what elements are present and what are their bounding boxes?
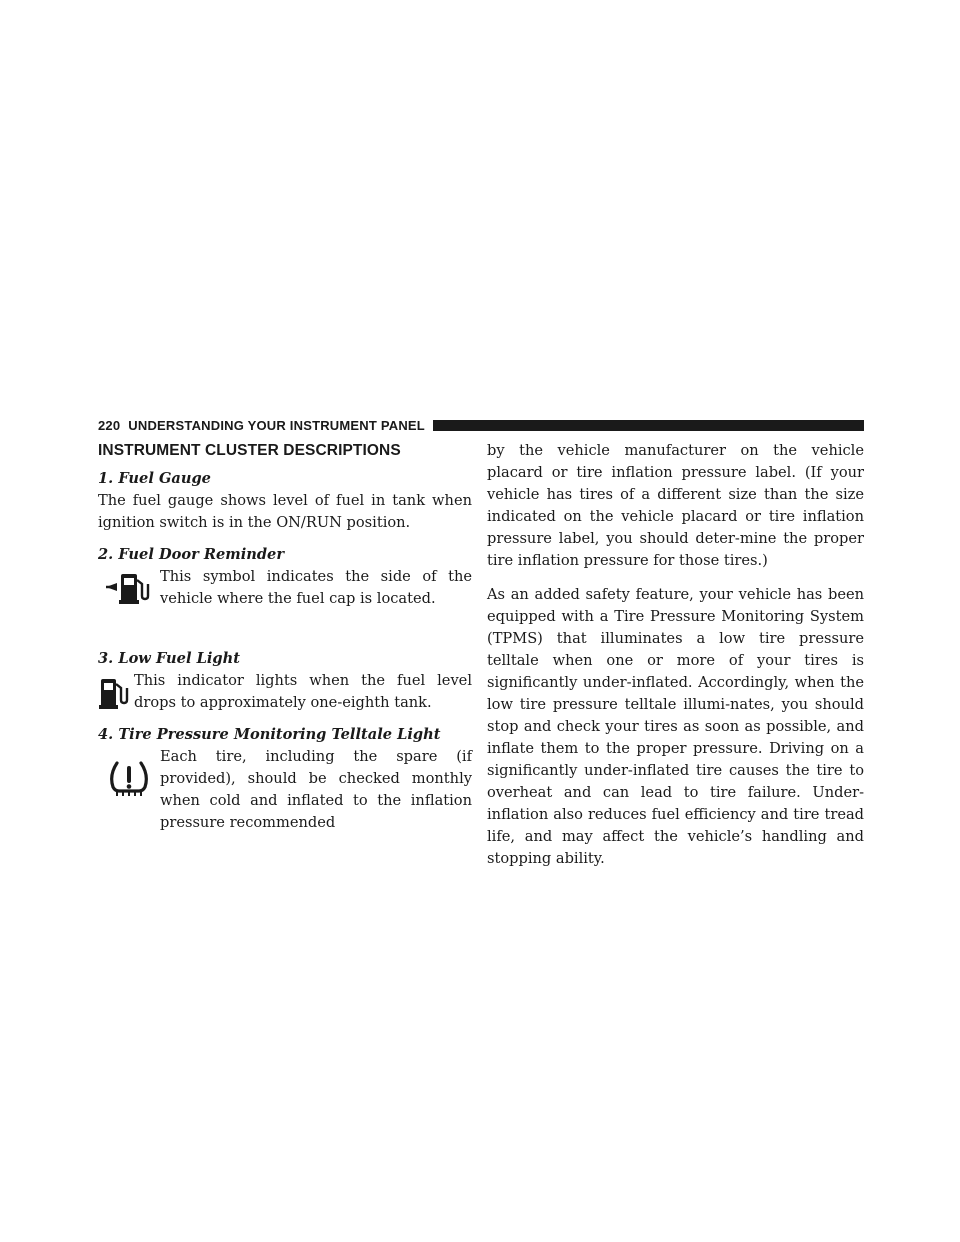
tire-label-paragraph: by the vehicle manufacturer on the vehicle placard or tire inflation pressure label. (If your vehicle has tires of a different size than the size indicated on the vehicle placard or tire inflation pressure label, you should deter-mine the proper tire inflation pressure for those tires.)	[487, 442, 864, 569]
chapter-title: UNDERSTANDING YOUR INSTRUMENT PANEL	[128, 417, 425, 433]
item-heading: 3. Low Fuel Light	[98, 650, 240, 667]
item-text: This symbol indicates the side of the vehicle where the fuel cap is located.	[160, 568, 472, 607]
item-heading: 4. Tire Pressure Monitoring Telltale Light	[98, 726, 441, 743]
low-fuel-icon	[98, 670, 134, 714]
item-text: The fuel gauge shows level of fuel in tank when ignition switch is in the ON/RUN position.	[98, 492, 472, 531]
right-column	[487, 440, 864, 882]
icon-row	[98, 670, 472, 714]
item-low-fuel-light	[98, 648, 472, 714]
icon-row	[98, 566, 472, 610]
left-column	[98, 440, 472, 844]
item-text: Each tire, including the spare (if provided), should be checked monthly when cold and inflated to the inflation pressure recommended	[160, 748, 472, 831]
header-rule	[433, 420, 864, 431]
item-fuel-gauge	[98, 468, 472, 534]
icon-row	[98, 746, 472, 834]
item-fuel-door-reminder	[98, 544, 472, 610]
page-header	[98, 416, 864, 434]
item-heading: 2. Fuel Door Reminder	[98, 546, 285, 563]
fuel-door-reminder-icon	[98, 566, 160, 610]
item-heading: 1. Fuel Gauge	[98, 470, 211, 487]
item-tire-pressure-telltale	[98, 724, 472, 834]
item-text: This indicator lights when the fuel level drops to approximately one-eighth tank.	[134, 672, 472, 711]
page-number: 220	[98, 417, 121, 433]
tpms-paragraph: As an added safety feature, your vehicle has been equipped with a Tire Pressure Monitoring System (TPMS) that illuminates a low tire pressure telltale when one or more of your tires is significantly under-inflated. Accordingly, when the low tire pressure telltale illumi-nates, you should stop and check your tires as soon as possible, and inflate them to the proper pressure. Driving on a significantly under-inflated tire causes the tire to overheat and can lead to tire failure. Under-inflation also reduces fuel efficiency and tire tread life, and may affect the vehicle’s handling and stopping ability.	[487, 586, 864, 867]
tire-pressure-icon	[98, 746, 160, 812]
section-title: INSTRUMENT CLUSTER DESCRIPTIONS	[98, 442, 401, 459]
